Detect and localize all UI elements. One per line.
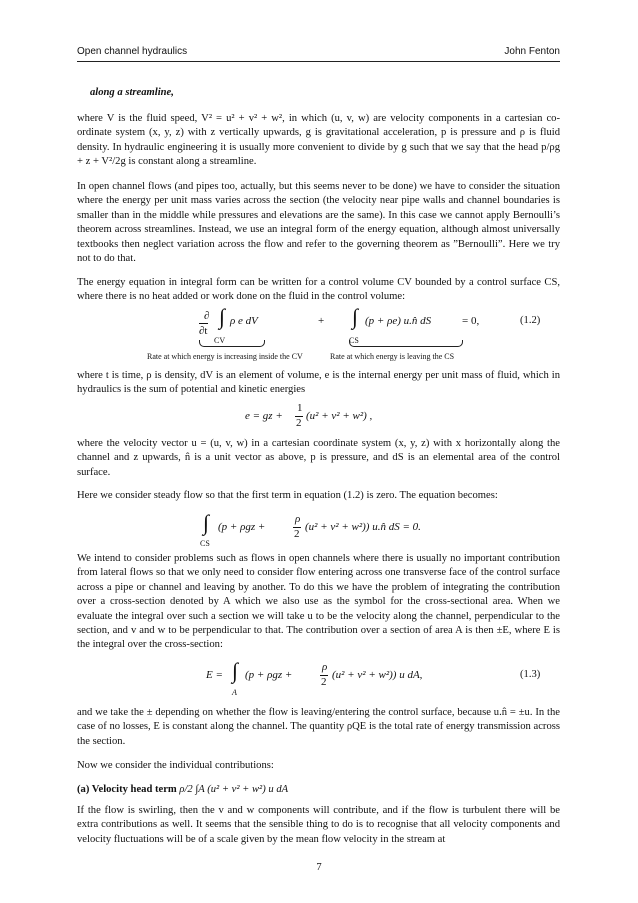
eq-e-lhs: e = gz + [245,410,283,422]
page-number: 7 [316,862,322,873]
equation-number: (1.2) [520,315,541,326]
eq12-label-leaving: Rate at which energy is leaving the CS [330,352,455,361]
eq13-num: ρ [322,661,328,673]
paragraph-steady-flow: Here we consider steady flow so that the first term in equation (1.2) is zero. The equation becomes: [77,490,498,501]
eq-cs-post: (u² + v² + w²)) u.n̂ dS = 0. [305,521,421,533]
eq12-partial-den: ∂t [199,325,208,337]
integral-sign: ∫ [352,304,359,329]
equation-number: (1.3) [520,669,541,680]
eq-cs-pre: (p + ρgz + [218,521,266,533]
integral-sign: ∫ [203,510,210,535]
header-rule [77,61,560,62]
eq12-rhs: = 0, [462,315,480,327]
integral-sign: ∫ [219,304,226,329]
underbrace-2 [349,340,463,347]
header-title: Open channel hydraulics [77,46,188,57]
paragraph-open-channel: In open channel flows (and pipes too, actually, but this seems never to be done) we have to consider the situation where the energy per unit mass varies across the section (the velocity near pipe walls and channel boundaries is smaller than in the middle while pressures and elevations are the same). In this case we cannot apply Bernoulli’s theorem across streamlines. Instead, we use an integral form of the energy equation, although almost universally textbooks then neglect variation across the flow and refer to the governing theorem as ”Bernoulli”. Here we try not to do that. [77,181,560,265]
paragraph-velocity-vector: where the velocity vector u = (u, v, w) in a cartesian coordinate system (x, y, z) with x horizontally along the channel and z upwards, n̂ is a unit vector as above, p is pressure, and dS is an elemental area of the control surface. [77,438,560,478]
eq12-term1: ρ e dV [230,315,258,327]
subsection-velocity-head [77,783,560,797]
eq12-partial: ∂ [204,310,210,322]
eq-cs-sub: CS [200,539,210,548]
eq12-label-increasing: Rate at which energy is increasing inside the CV [147,352,303,361]
eq-e-num: 1 [297,402,303,414]
paragraph-energy-integral: The energy equation in integral form can be written for a control volume CV bounded by a control surface CS, where there is no heat added or work done on the fluid in the control volume: [77,277,560,303]
header-author: John Fenton [504,46,560,57]
subsection-title: (a) Velocity head term [77,784,177,795]
eq13-post: (u² + v² + w²)) u dA, [332,669,423,681]
eq13-den: 2 [321,676,327,688]
eq-cs-den: 2 [294,528,300,540]
eq13-pre: (p + ρgz + [245,669,293,681]
eq12-term2: (p + ρe) u.n̂ dS [365,315,432,327]
subsection-formula: ρ/2 ∫A (u² + v² + w²) u dA [179,784,289,795]
paragraph-definitions: where t is time, ρ is density, dV is an element of volume, e is the internal energy per unit mass of fluid, which in hydraulics is the sum of potential and kinetic energies [77,370,560,396]
paragraph-streamline: where V is the fluid speed, V² = u² + v² + w², in which (u, v, w) are velocity components in a cartesian co-ordinate system (x, y, z) with z vertically upwards, g is gravitational acceleration, p is pressure and ρ is fluid density. In hydraulic engineering it is usually more convenient to divide by g such that we say that the head p/ρg + z + V²/2g is constant along a streamline. [77,113,560,168]
eq-e-den: 2 [296,417,302,429]
eq-e-rhs: (u² + v² + w²) , [306,410,373,422]
paragraph-lateral-flows: We intend to consider problems such as flows in open channels where there is usually no important contribution from lateral flows so that we only need to consider flow entering across one transverse face of the control surface across a pipe or channel and leaving by another. To do this we have the problem of integrating the contribution over a cross-section denoted by A which we also use as the symbol for the cross-sectional area. When we evaluate the integral over such a section we will take u to be the velocity along the channel, perpendicular to the section, and v and w to be perpendicular to that. The contribution over a section of area A is then ±E, where E is the integral over the cross-section: [77,553,560,651]
paragraph-sign-convention: and we take the ± depending on whether the flow is leaving/entering the control surface, because u.n̂ = ±u. In the case of no losses, E is constant along the channel. The quantity ρQE is the total rate of energy transmission across the section. [77,707,560,747]
eq12-plus: + [318,315,325,327]
paragraph-swirling: If the flow is swirling, then the v and w components will contribute, and if the flow is turbulent there will be extra contributions as well. It seems that the sensible thing to do is to recognise that all velocity components and velocity fluctuations will be of a scale given by the mean flow velocity in the stream at [77,805,560,845]
eq13-lhs: E = [206,669,223,681]
eq12-sub-cv: CV [214,336,226,345]
underbrace-1 [199,340,265,347]
section-lead: along a streamline, [90,87,174,98]
eq13-sub: A [232,688,237,697]
paragraph-contributions: Now we consider the individual contributions: [77,760,274,771]
eq-cs-num: ρ [295,513,301,525]
integral-sign: ∫ [232,658,239,683]
eq12-sub-cs: CS [349,336,359,345]
